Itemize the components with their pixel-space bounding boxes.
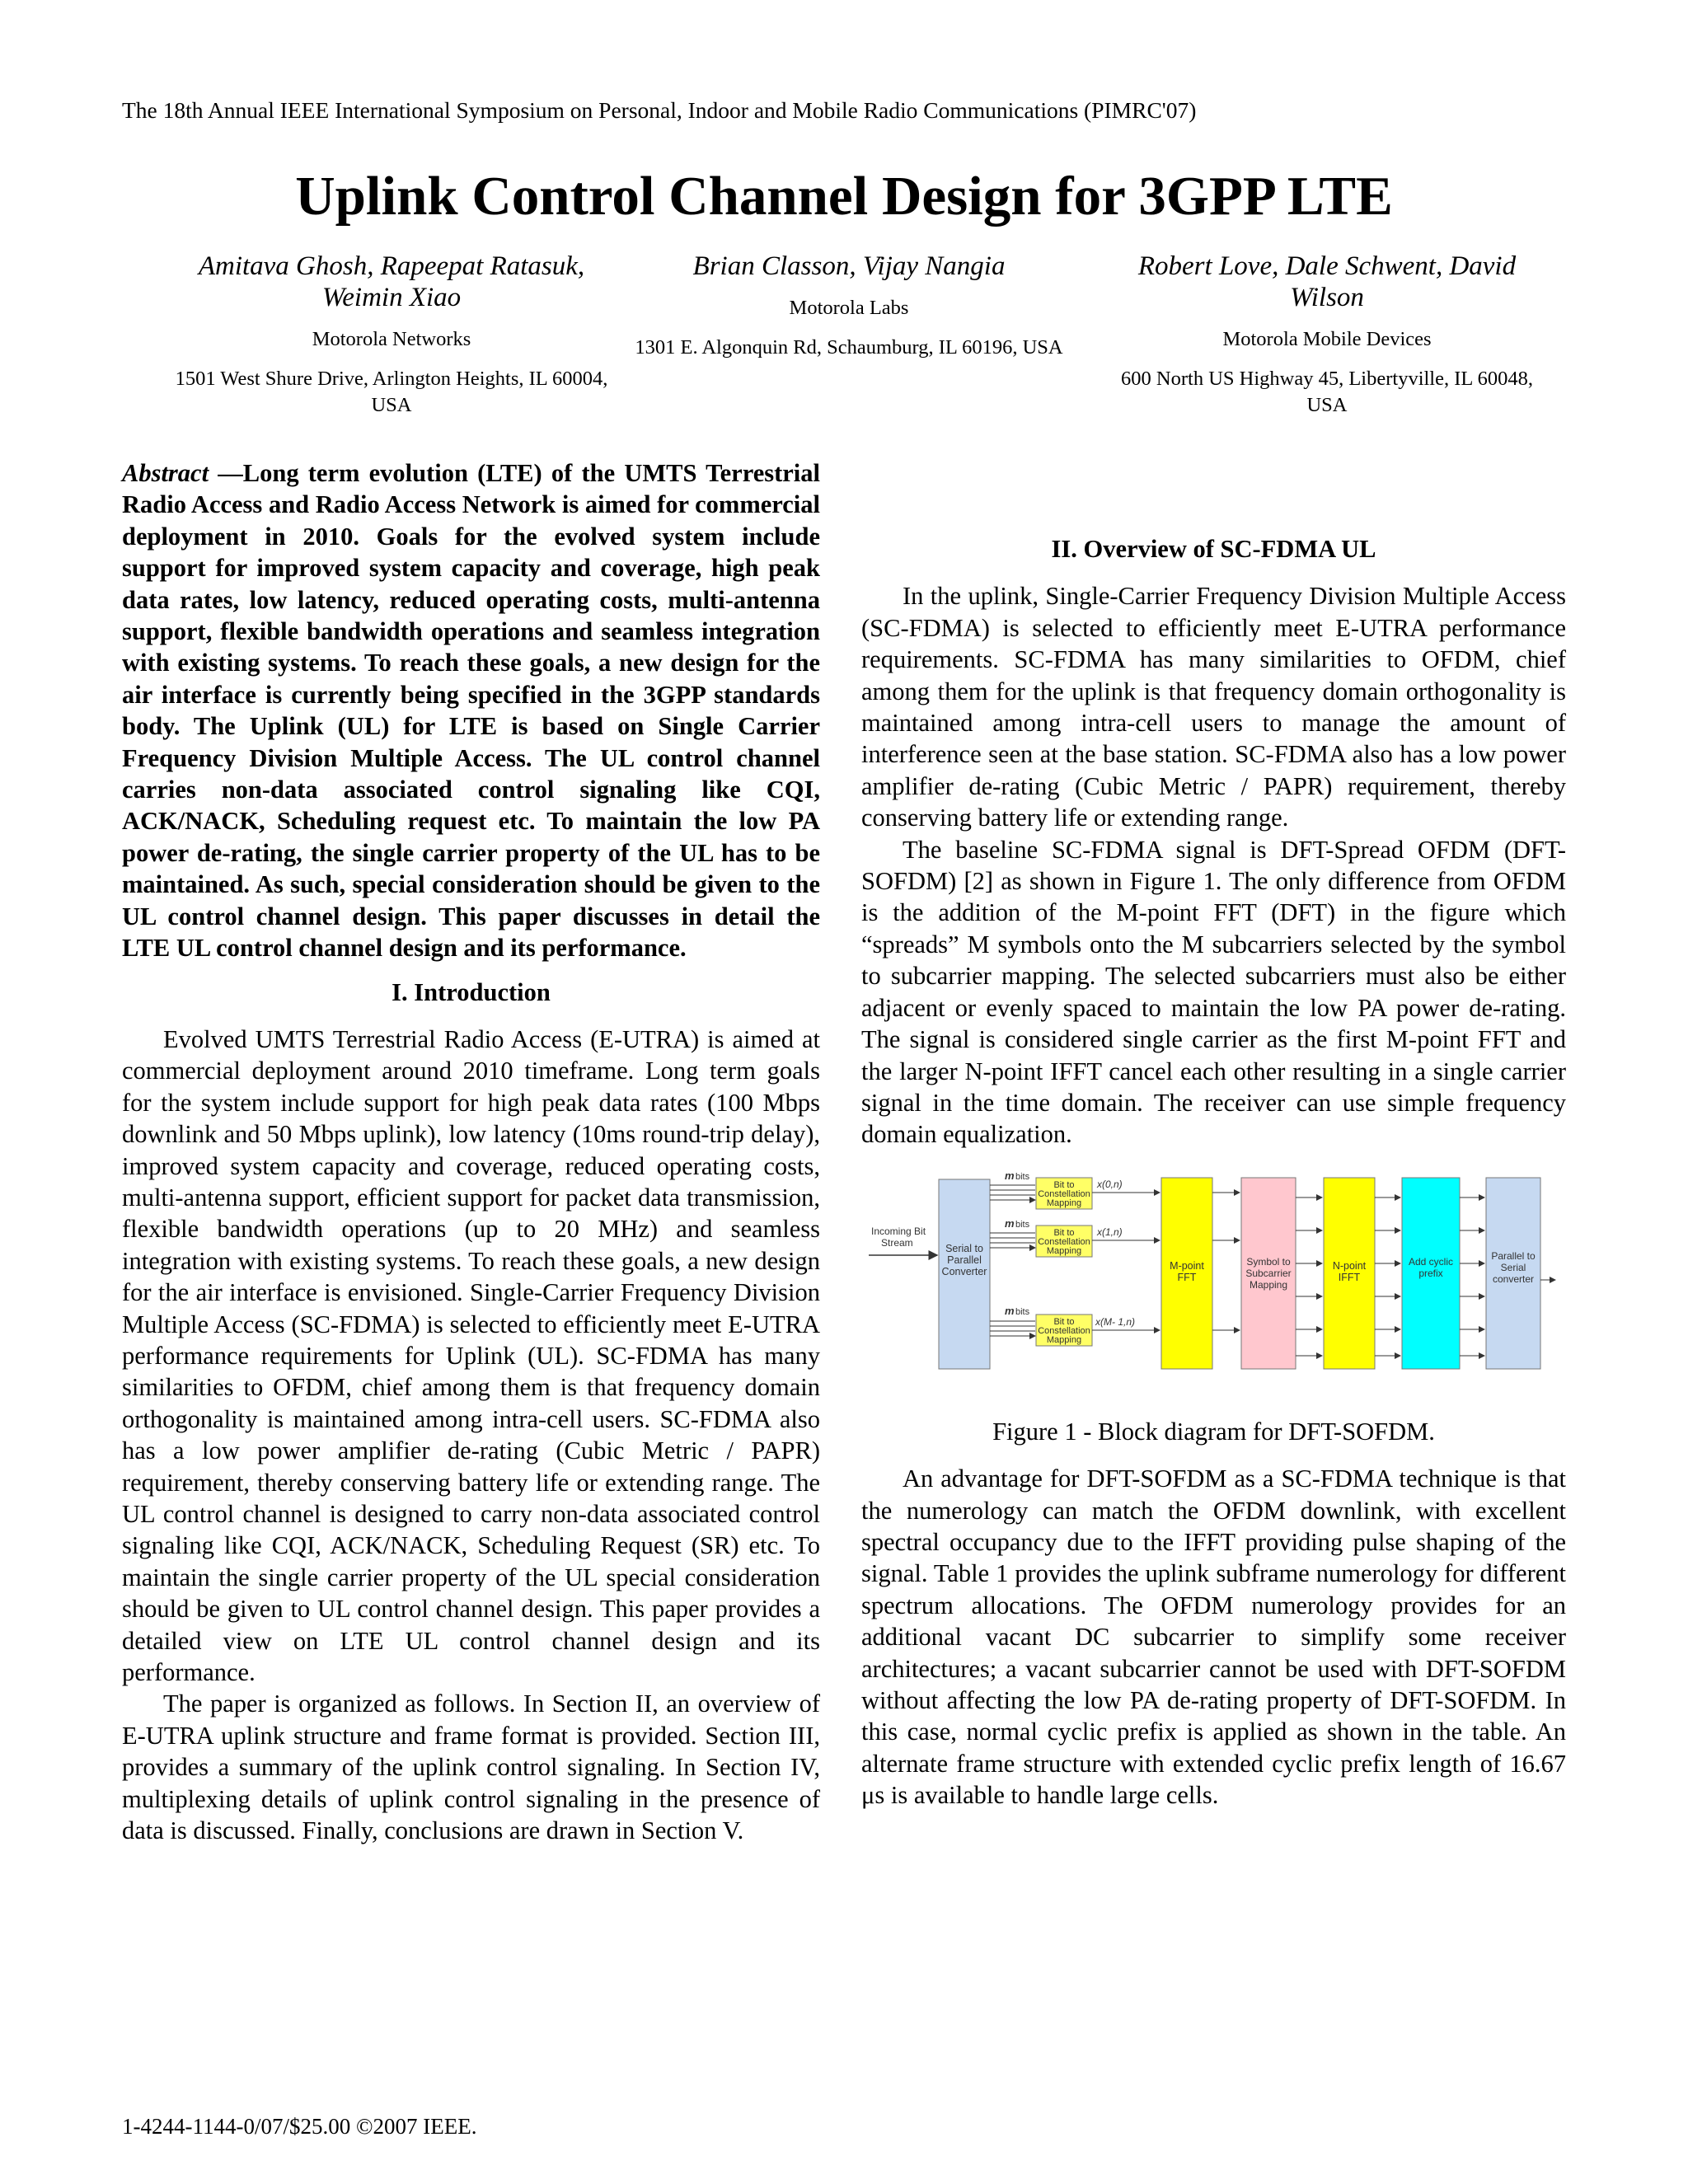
block-label: Constellation bbox=[1038, 1325, 1090, 1336]
block-label: Serial to bbox=[945, 1242, 983, 1254]
block-label: IFFT bbox=[1338, 1271, 1361, 1283]
block-label: M-point bbox=[1170, 1259, 1204, 1272]
abstract-text: —Long term evolution (LTE) of the UMTS Terrestrial Radio Access and Radio Access Network is aimed for commercial deployment in 2010. Goals for the evolved system include support for improved system capacity and coverage, high peak data rates, low latency, reduced operating costs, multi-antenna support, flexible bandwidth operations and seamless integration with existing systems. To reach these goals, a new design for the air interface is currently being specified in the 3GPP standards body. The Uplink (UL) for LTE is based on Single Carrier Frequency Division Multiple Access. The UL control channel carries non-data associated control signaling like CQI, ACK/NACK, Scheduling request etc. To maintain the low PA power de-rating, the single carrier property of the UL has to be maintained. As such, special consideration should be given to the UL control channel design. This paper discusses in detail the LTE UL control channel design and its performance. bbox=[122, 459, 820, 963]
left-column bbox=[122, 457, 820, 1846]
abstract bbox=[122, 457, 820, 964]
block-label: Serial bbox=[1500, 1261, 1526, 1273]
author-address: 1301 E. Algonquin Rd, Schaumburg, IL 60196, USA bbox=[635, 336, 1063, 359]
author-names: Robert Love, Dale Schwent, David Wilson bbox=[1137, 251, 1517, 312]
block-label: Mapping bbox=[1046, 1334, 1082, 1345]
symbol-label: x(1,n) bbox=[1097, 1226, 1123, 1238]
paragraph: Evolved UMTS Terrestrial Radio Access (E-UTRA) is aimed at commercial deployment around 2010 timeframe. Long term goals for the system include support for high peak data rates (100 Mbps downlink and 50 Mbps uplink), low latency (10ms round-trip delay), improved system capacity and coverage, reduced operating costs, multi-antenna support, efficient support for packet data transmission, flexible bandwidth operations (up to 20 MHz) and seamless integration with existing systems. To reach these goals, a new design for the air interface is envisioned. Single-Carrier Frequency Division Multiple Access (SC-FDMA) is selected to efficiently meet E-UTRA performance requirements for Uplink (UL). SC-FDMA has many similarities to OFDM, chief among them is that frequency domain orthogonality is maintained among intra-cell users. SC-FDMA also has a low power amplifier de-rating (Cubic Metric / PAPR) requirement, thereby conserving battery life or extending range. The UL control channel is designed to carry non-data associated control signaling like CQI, ACK/NACK, Scheduling Request (SR) etc. To maintain the single carrier property of the UL special consideration should be given to UL control channel design. This paper provides a detailed view on LTE UL control channel design and its performance. bbox=[122, 1024, 820, 1687]
block-label: FFT bbox=[1177, 1271, 1197, 1283]
bits-label: bits bbox=[1015, 1172, 1030, 1182]
input-label: Stream bbox=[881, 1236, 913, 1249]
bits-label: m bbox=[1005, 1172, 1015, 1182]
bits-label: m bbox=[1005, 1304, 1015, 1317]
symbol-label: x(0,n) bbox=[1097, 1178, 1123, 1190]
block-label: Converter bbox=[941, 1265, 987, 1277]
block-label: Mapping bbox=[1046, 1197, 1082, 1208]
section-heading-overview: II. Overview of SC-FDMA UL bbox=[1051, 535, 1376, 563]
author-org: Motorola Mobile Devices bbox=[1222, 328, 1432, 350]
bit-group-1 bbox=[990, 1217, 1160, 1257]
block-label: Mapping bbox=[1249, 1278, 1288, 1291]
block-label: Bit to bbox=[1053, 1227, 1075, 1238]
author-org: Motorola Labs bbox=[789, 297, 909, 319]
block-label: Parallel bbox=[947, 1254, 982, 1266]
block-label: Symbol to bbox=[1246, 1255, 1291, 1268]
paragraph: In the uplink, Single-Carrier Frequency Division Multiple Access (SC-FDMA) is selected to efficiently meet E-UTRA performance requirements. SC-FDMA has many similarities to OFDM, chief among them for the uplink is that frequency domain orthogonality is maintained among intra-cell users to manage the amount of interference seen at the base station. SC-FDMA also has a low power amplifier de-rating (Cubic Metric / PAPR) requirement, thereby conserving battery life or extending range. bbox=[861, 582, 1566, 832]
block-label: prefix bbox=[1418, 1267, 1443, 1279]
conference-header: The 18th Annual IEEE International Symposium on Personal, Indoor and Mobile Radio Communications (PIMRC'07) bbox=[122, 97, 1197, 123]
block-label: Parallel to bbox=[1491, 1249, 1536, 1262]
bits-label: bits bbox=[1015, 1219, 1030, 1230]
figure-1-block-diagram bbox=[865, 1173, 1557, 1395]
bits-label: m bbox=[1005, 1216, 1015, 1230]
bit-group-0 bbox=[990, 1173, 1160, 1209]
block-label: N-point bbox=[1332, 1259, 1367, 1272]
paragraph: The baseline SC-FDMA signal is DFT-Spread OFDM (DFT-SOFDM) [2] as shown in Figure 1. The only difference from OFDM is the addition of the M-point FFT (DFT) in the figure which “spreads” M symbols onto the M subcarriers selected by the symbol to subcarrier mapping. The selected subcarriers must also be either adjacent or evenly spaced to maintain the low PA power de-rating. The signal is considered single carrier as the first M-point FFT and the larger N-point IFFT cancel each other resulting in a single carrier signal in the time domain. The receiver can use simple frequency domain equalization. bbox=[861, 835, 1566, 1149]
author-address: 600 North US Highway 45, Libertyville, IL 60048, USA bbox=[1121, 368, 1533, 416]
author-org: Motorola Networks bbox=[312, 328, 471, 350]
paragraph: An advantage for DFT-SOFDM as a SC-FDMA technique is that the numerology can match the OFDM downlink, with excellent spectral occupancy due to the IFFT providing pulse shaping of the signal. Table 1 provides the uplink subframe numerology for different spectrum allocations. The OFDM numerology provides for an additional vacant DC subcarrier to simplify some receiver architectures; a vacant subcarrier cannot be used with DFT-SOFDM without affecting the low PA de-rating property of DFT-SOFDM. In this case, normal cyclic prefix is applied as shown in the table. An alternate frame structure with extended cyclic prefix length of 16.67 μs is available to handle large cells. bbox=[861, 1465, 1566, 1810]
author-address: 1501 West Shure Drive, Arlington Heights, IL 60004, USA bbox=[175, 368, 608, 416]
author-block-1 bbox=[169, 251, 614, 419]
input-label: Incoming Bit bbox=[871, 1225, 926, 1237]
paper-title: Uplink Control Channel Design for 3GPP LTE bbox=[295, 166, 1393, 227]
block-label: converter bbox=[1492, 1272, 1535, 1285]
copyright-footer: 1-4244-1144-0/07/$25.00 ©2007 IEEE. bbox=[122, 2114, 477, 2139]
block-label: Constellation bbox=[1038, 1188, 1090, 1199]
figure-caption: Figure 1 - Block diagram for DFT-SOFDM. bbox=[992, 1417, 1435, 1446]
section-heading-introduction: I. Introduction bbox=[392, 977, 551, 1006]
block-label: Bit to bbox=[1053, 1179, 1075, 1190]
right-column bbox=[861, 457, 1566, 1811]
block-label: Mapping bbox=[1046, 1245, 1082, 1256]
author-names: Amitava Ghosh, Rapeepat Ratasuk, Weimin Xiao bbox=[198, 251, 585, 312]
bit-group-m bbox=[990, 1305, 1160, 1346]
block-label: Subcarrier bbox=[1245, 1267, 1292, 1279]
author-names: Brian Classon, Vijay Nangia bbox=[692, 251, 1006, 281]
block-label: Add cyclic bbox=[1408, 1255, 1454, 1268]
author-block-2 bbox=[635, 251, 1063, 361]
block-diagram-svg bbox=[865, 1173, 1557, 1395]
abstract-label: Abstract bbox=[122, 459, 209, 487]
author-block-3 bbox=[1104, 251, 1550, 419]
bits-label: bits bbox=[1015, 1306, 1030, 1317]
block-label: Constellation bbox=[1038, 1236, 1090, 1247]
block-label: Bit to bbox=[1053, 1316, 1075, 1327]
paragraph: The paper is organized as follows. In Section II, an overview of E-UTRA uplink structure and frame format is provided. Section III, provides a summary of the uplink control signaling. In Section IV, multiplexing details of uplink control signaling in the presence of data is discussed. Finally, conclusions are drawn in Section V. bbox=[122, 1690, 820, 1845]
symbol-label: x(M- 1,n) bbox=[1095, 1315, 1135, 1328]
